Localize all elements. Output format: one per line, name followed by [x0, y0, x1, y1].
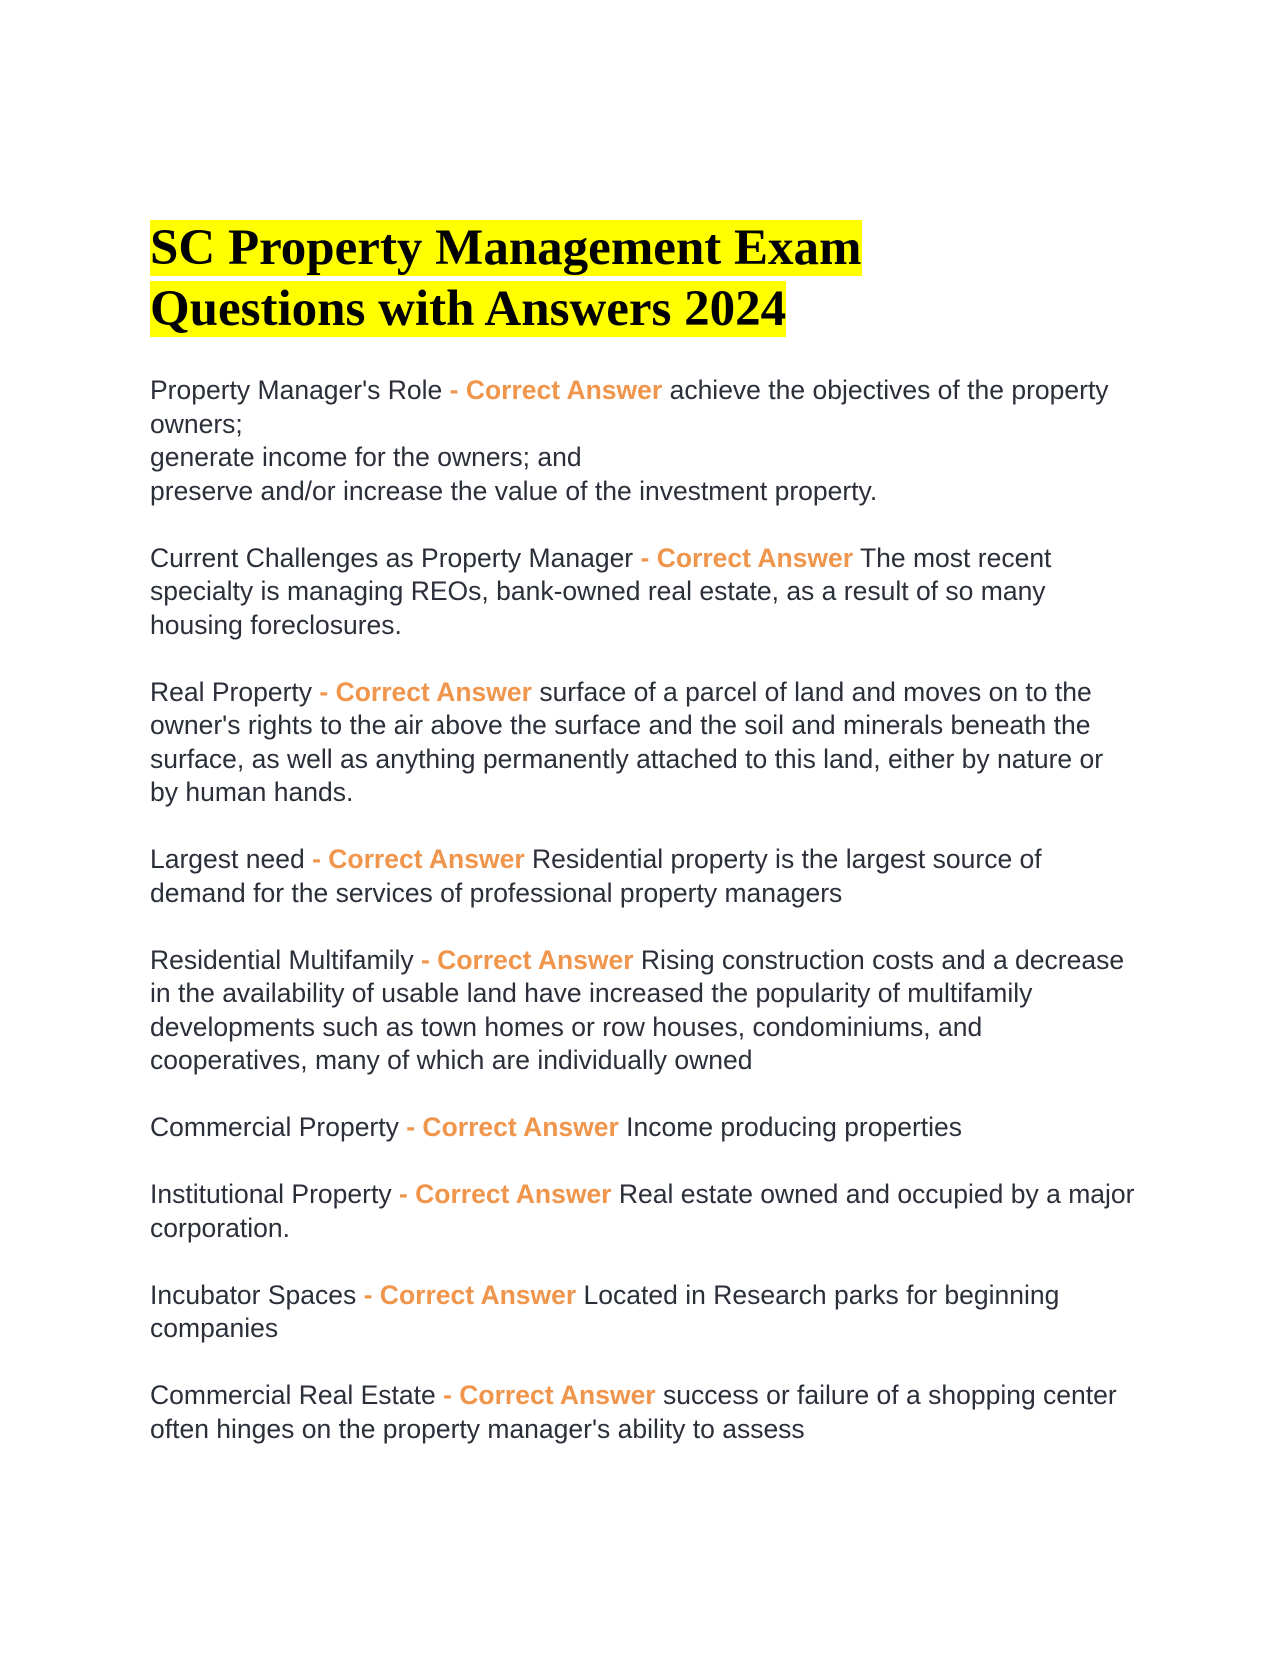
correct-answer-label: - Correct Answer	[449, 375, 663, 405]
qa-term: Property Manager's Role	[150, 375, 443, 405]
document-title	[150, 218, 1135, 340]
correct-answer-label: - Correct Answer	[421, 944, 634, 975]
correct-answer-label: - Correct Answer	[640, 542, 854, 573]
qa-answer: Rising construction costs and a decrease in the availability of usable land have increased the popularity of multifamily developments such as town homes or row houses, condominiums, and cooperatives, many of which are individually owned	[150, 944, 1125, 1075]
document-page	[150, 218, 1135, 1480]
title-line-2: Questions with Answers 2024	[150, 281, 787, 337]
qa-item-residential-multifamily	[150, 944, 1135, 1078]
qa-answer-line: generate income for the owners; and	[150, 442, 582, 472]
qa-answer: Income producing properties	[626, 1112, 963, 1142]
qa-answer: achieve the objectives of the property owners;	[150, 375, 1109, 439]
correct-answer-label: - Correct Answer	[312, 844, 525, 874]
qa-answer: Residential property is the largest source of demand for the services of professional property managers	[150, 844, 1042, 908]
qa-item-commercial-property	[150, 1111, 1135, 1145]
qa-term: Residential Multifamily	[150, 944, 414, 975]
correct-answer-label: - Correct Answer	[398, 1179, 612, 1209]
qa-term: Incubator Spaces	[150, 1279, 357, 1310]
qa-term: Current Challenges as Property Manager	[150, 542, 634, 573]
qa-answer: Real estate owned and occupied by a major corporation.	[150, 1179, 1135, 1243]
qa-item-incubator-spaces	[150, 1279, 1135, 1346]
qa-answer: The most recent specialty is managing REOs, bank-owned real estate, as a result of so many housing foreclosures.	[150, 542, 1052, 640]
qa-answer-line: preserve and/or increase the value of the investment property.	[150, 475, 878, 506]
qa-term: Institutional Property	[150, 1179, 392, 1209]
qa-item-current-challenges	[150, 542, 1135, 643]
qa-term: Largest need	[150, 844, 305, 874]
correct-answer-label: - Correct Answer	[319, 676, 532, 707]
qa-term: Commercial Property	[150, 1112, 399, 1142]
qa-answer: surface of a parcel of land and moves on to the owner's rights to the air above the surface and the soil and minerals beneath the surface, as well as anything permanently attached to this land, either by nature or by human hands.	[150, 676, 1104, 807]
qa-term: Real Property	[150, 676, 313, 707]
qa-item-property-managers-role	[150, 374, 1135, 508]
qa-term: Commercial Real Estate	[150, 1380, 436, 1410]
qa-answer: success or failure of a shopping center often hinges on the property manager's ability to assess	[150, 1380, 1117, 1444]
correct-answer-label: - Correct Answer	[363, 1279, 577, 1310]
qa-item-institutional-property	[150, 1178, 1135, 1245]
qa-item-largest-need	[150, 843, 1135, 910]
correct-answer-label: - Correct Answer	[406, 1112, 619, 1142]
qa-answer: Located in Research parks for beginning companies	[150, 1279, 1060, 1343]
correct-answer-label: - Correct Answer	[443, 1380, 656, 1410]
qa-item-commercial-real-estate	[150, 1379, 1135, 1446]
title-line-1: SC Property Management Exam	[150, 220, 862, 276]
qa-item-real-property	[150, 676, 1135, 810]
